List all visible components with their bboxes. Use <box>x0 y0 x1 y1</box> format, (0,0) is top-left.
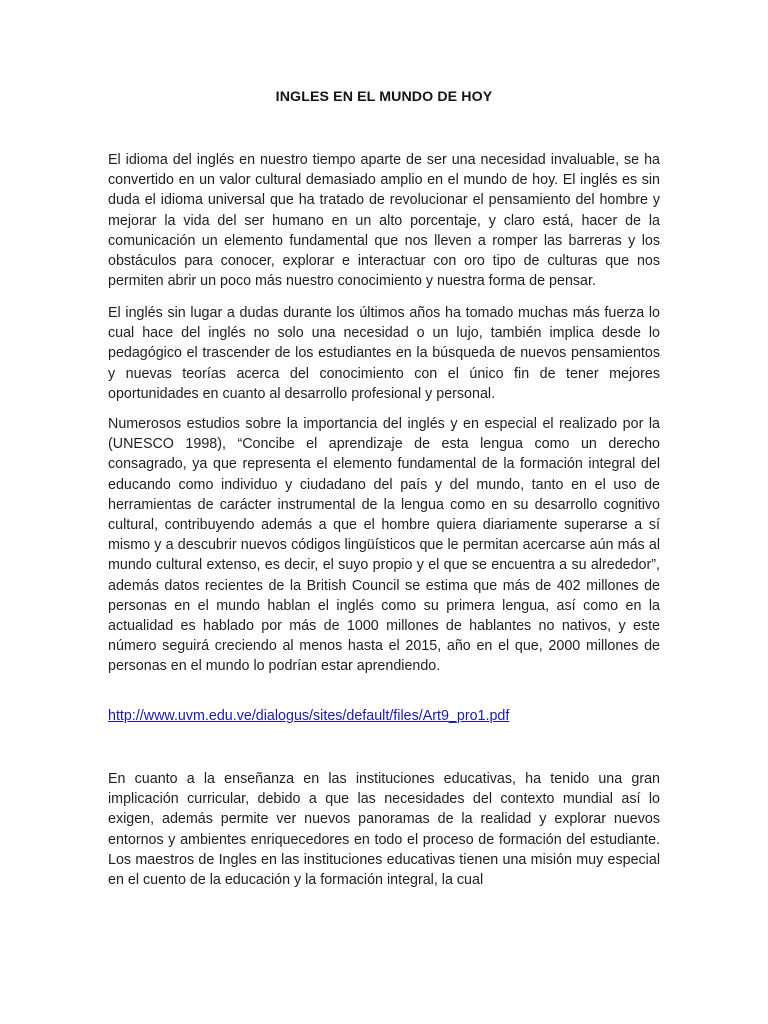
reference-link[interactable]: http://www.uvm.edu.ve/dialogus/sites/default/files/Art9_pro1.pdf <box>108 708 510 724</box>
paragraph-4: En cuanto a la enseñanza en las instituciones educativas, ha tenido una gran implicación curricular, debido a que las necesidades del contexto mundial así lo exigen, además permite ver nuevos panoramas de la realidad y explorar nuevos entornos y ambientes enriquecedores en todo el proceso de formación del estudiante. Los maestros de Ingles en las instituciones educativas tienen una misión muy especial en el cuento de la educación y la formación integral, la cual <box>108 771 660 889</box>
paragraph-1: El idioma del inglés en nuestro tiempo aparte de ser una necesidad invaluable, se ha convertido en un valor cultural demasiado amplio en el mundo de hoy. El inglés es sin duda el idioma universal que ha tratado de revolucionar el pensamiento del hombre y mejorar la vida del ser humano en un alto porcentaje, y claro está, hacer de la comunicación un elemento fundamental que nos lleven a romper las barreras y los obstáculos para conocer, explorar e interactuar con oro tipo de culturas que nos permiten abrir un poco más nuestro conocimiento y nuestra forma de pensar. <box>108 152 660 290</box>
paragraph-3: Numerosos estudios sobre la importancia del inglés y en especial el realizado por la (UNESCO 1998), “Concibe el aprendizaje de esta lengua como un derecho consagrado, ya que representa el elemento fundamental de la formación integral del educando como individuo y ciudadano del país y del mundo, tanto en el uso de herramientas de carácter instrumental de la lengua como en su desarrollo cognitivo cultural, contribuyendo además a que el hombre quiera diariamente superarse a sí mismo y a descubrir nuevos códigos lingüísticos que le permitan acercarse aún más al mundo cultural extenso, es decir, el suyo propio y el que se encuentra a su alrededor”, además datos recientes de la British Council se estima que más de 402 millones de personas en el mundo hablan el inglés como su primera lengua, así como en la actualidad es hablado por más de 1000 millones de hablantes no nativos, y este número seguirá creciendo al menos hasta el 2015, año en el que, 2000 millones de personas en el mundo lo podrían estar aprendiendo. <box>108 416 660 675</box>
document-title: INGLES EN EL MUNDO DE HOY <box>275 89 493 105</box>
reference-link-row <box>108 706 660 726</box>
paragraph-2: El inglés sin lugar a dudas durante los últimos años ha tomado muchas más fuerza lo cual hace del inglés no solo una necesidad o un lujo, también implica desde lo pedagógico el trascender de los estudiantes en la búsqueda de nuevos pensamientos y nuevas teorías acerca del conocimiento con el único fin de tener mejores oportunidades en cuanto al desarrollo profesional y personal. <box>108 305 660 402</box>
